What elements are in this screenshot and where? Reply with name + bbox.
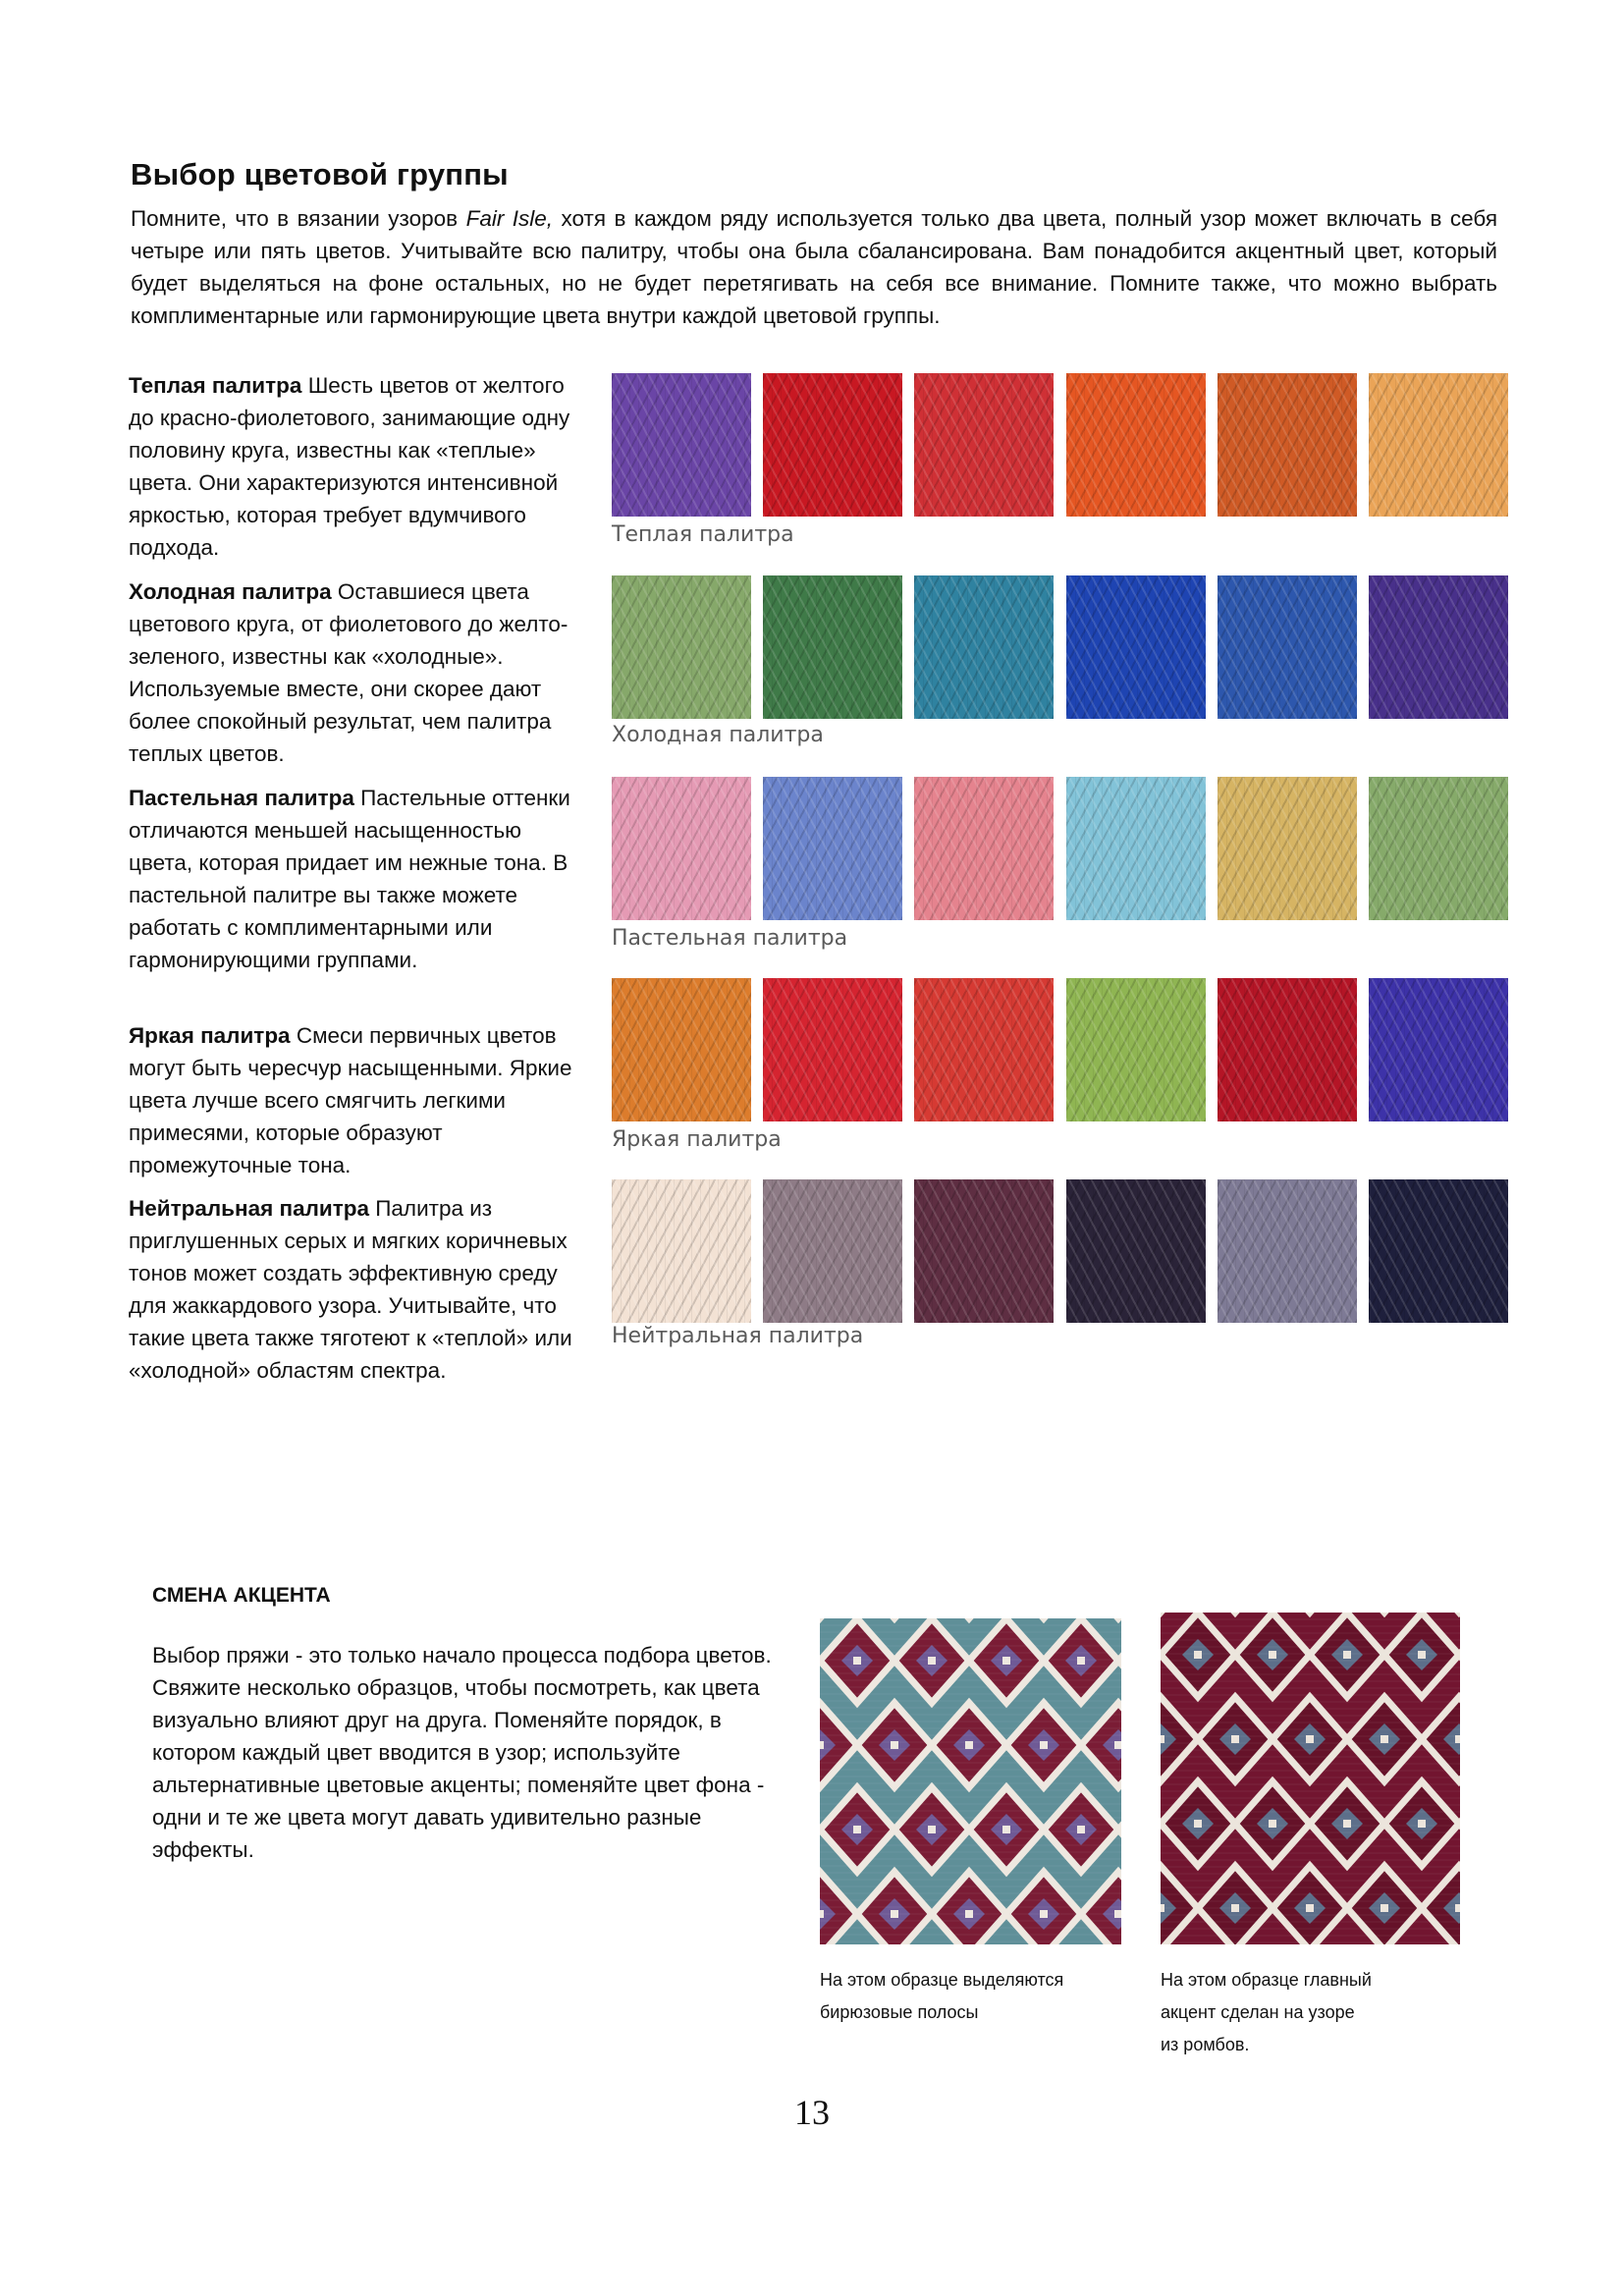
color-swatch [612, 777, 751, 920]
knit-sample-turquoise [820, 1618, 1121, 1944]
color-swatch [612, 1179, 751, 1323]
swatch-row-warm [612, 373, 1508, 517]
desc-text: Оставшиеся цвета цветового круга, от фиолетового до желто-зеленого, известны как «холодные». Используемые вместе, они скорее дают более спокойный результат, чем палитра теплых цветов. [129, 579, 568, 766]
color-swatch [914, 1179, 1054, 1323]
color-swatch [914, 373, 1054, 517]
desc-heading: Холодная палитра [129, 579, 332, 604]
color-swatch [1218, 575, 1357, 719]
color-swatch [1066, 978, 1206, 1121]
color-swatch [914, 978, 1054, 1121]
color-swatch [1066, 777, 1206, 920]
swatch-row-cold [612, 575, 1508, 719]
intro-paragraph [131, 202, 1497, 332]
desc-text: Пастельные оттенки отличаются меньшей насыщенностью цвета, которая придает им нежные тона. В пастельной палитре вы также можете работать с комплиментарными или гармонирующими группами. [129, 786, 570, 972]
color-swatch [1218, 777, 1357, 920]
desc-heading: Нейтральная палитра [129, 1196, 369, 1221]
intro-text-start: Помните, что в вязании узоров [131, 206, 466, 231]
caption-line: из ромбов. [1161, 2035, 1250, 2054]
color-swatch [763, 1179, 902, 1323]
swatch-row-pastel [612, 777, 1508, 920]
desc-warm [129, 369, 580, 564]
sample-caption-1 [820, 1964, 1114, 2029]
desc-text: Смеси первичных цветов могут быть чересчур насыщенными. Яркие цвета лучше всего смягчить легкими примесями, которые образуют промежуточные тона. [129, 1023, 572, 1177]
color-swatch [1066, 373, 1206, 517]
swatch-row-neutral [612, 1179, 1508, 1323]
swatch-row-label: Холодная палитра [612, 723, 824, 747]
desc-text: Палитра из приглушенных серых и мягких коричневых тонов может создать эффективную среду для жаккардового узора. Учитывайте, что такие цвета также тяготеют к «теплой» или «холодной» областям спектра. [129, 1196, 572, 1383]
knit-sample-diamond [1161, 1613, 1460, 1944]
color-swatch [1369, 978, 1508, 1121]
caption-line: На этом образце главный [1161, 1970, 1372, 1990]
sample-caption-2 [1161, 1964, 1455, 2061]
color-swatch [914, 575, 1054, 719]
desc-text: Шесть цветов от желтого до красно-фиолетового, занимающие одну половину круга, известны как «теплые» цвета. Они характеризуются интенсивной яркостью, которая требует вдумчивого подхода. [129, 373, 570, 560]
caption-line: бирюзовые полосы [820, 2002, 979, 2022]
accent-paragraph: Выбор пряжи - это только начало процесса подбора цветов. Свяжите несколько образцов, чтобы посмотреть, как цвета визуально влияют друг на друга. Поменяйте порядок, в котором каждый цвет вводится в узор; используйте альтернативные цветовые акценты; поменяйте цвет фона - одни и те же цвета могут давать удивительно разные эффекты. [152, 1643, 772, 1862]
swatch-row-label: Теплая палитра [612, 522, 794, 547]
color-swatch [612, 575, 751, 719]
page-number: 13 [794, 2093, 830, 2132]
color-swatch [612, 978, 751, 1121]
color-swatch [1066, 575, 1206, 719]
intro-text-rest: хотя в каждом ряду используется только два цвета, полный узор может включать в себя четыре или пять цветов. Учитывайте всю палитру, чтобы она была сбалансирована. Вам понадобится акцентный цвет, который будет выделяться на фоне остальных, но не будет перетягивать на себя все внимание. Помните также, что можно выбрать комплиментарные или гармонирующие цвета внутри каждой цветовой группы. [131, 206, 1498, 328]
swatch-row-bright [612, 978, 1508, 1121]
color-swatch [1369, 1179, 1508, 1323]
color-swatch [763, 777, 902, 920]
caption-line: На этом образце выделяются [820, 1970, 1064, 1990]
color-swatch [1369, 373, 1508, 517]
color-swatch [1369, 575, 1508, 719]
swatch-row-label: Нейтральная палитра [612, 1324, 864, 1348]
desc-neutral [129, 1192, 580, 1387]
desc-pastel [129, 782, 580, 976]
color-swatch [1218, 373, 1357, 517]
accent-heading: СМЕНА АКЦЕНТА [152, 1584, 331, 1607]
desc-heading: Яркая палитра [129, 1023, 291, 1048]
color-swatch [763, 978, 902, 1121]
color-swatch [1369, 777, 1508, 920]
color-swatch [763, 373, 902, 517]
caption-line: акцент сделан на узоре [1161, 2002, 1355, 2022]
color-swatch [612, 373, 751, 517]
page-title: Выбор цветовой группы [131, 157, 509, 191]
swatch-row-label: Яркая палитра [612, 1127, 782, 1152]
color-swatch [1066, 1179, 1206, 1323]
color-swatch [914, 777, 1054, 920]
color-swatch [1218, 1179, 1357, 1323]
color-swatch [763, 575, 902, 719]
desc-cold [129, 575, 580, 770]
desc-heading: Пастельная палитра [129, 786, 354, 810]
desc-bright [129, 1019, 580, 1181]
desc-heading: Теплая палитра [129, 373, 302, 398]
color-swatch [1218, 978, 1357, 1121]
swatch-row-label: Пастельная палитра [612, 926, 848, 951]
intro-emphasis: Fair Isle, [465, 206, 554, 231]
